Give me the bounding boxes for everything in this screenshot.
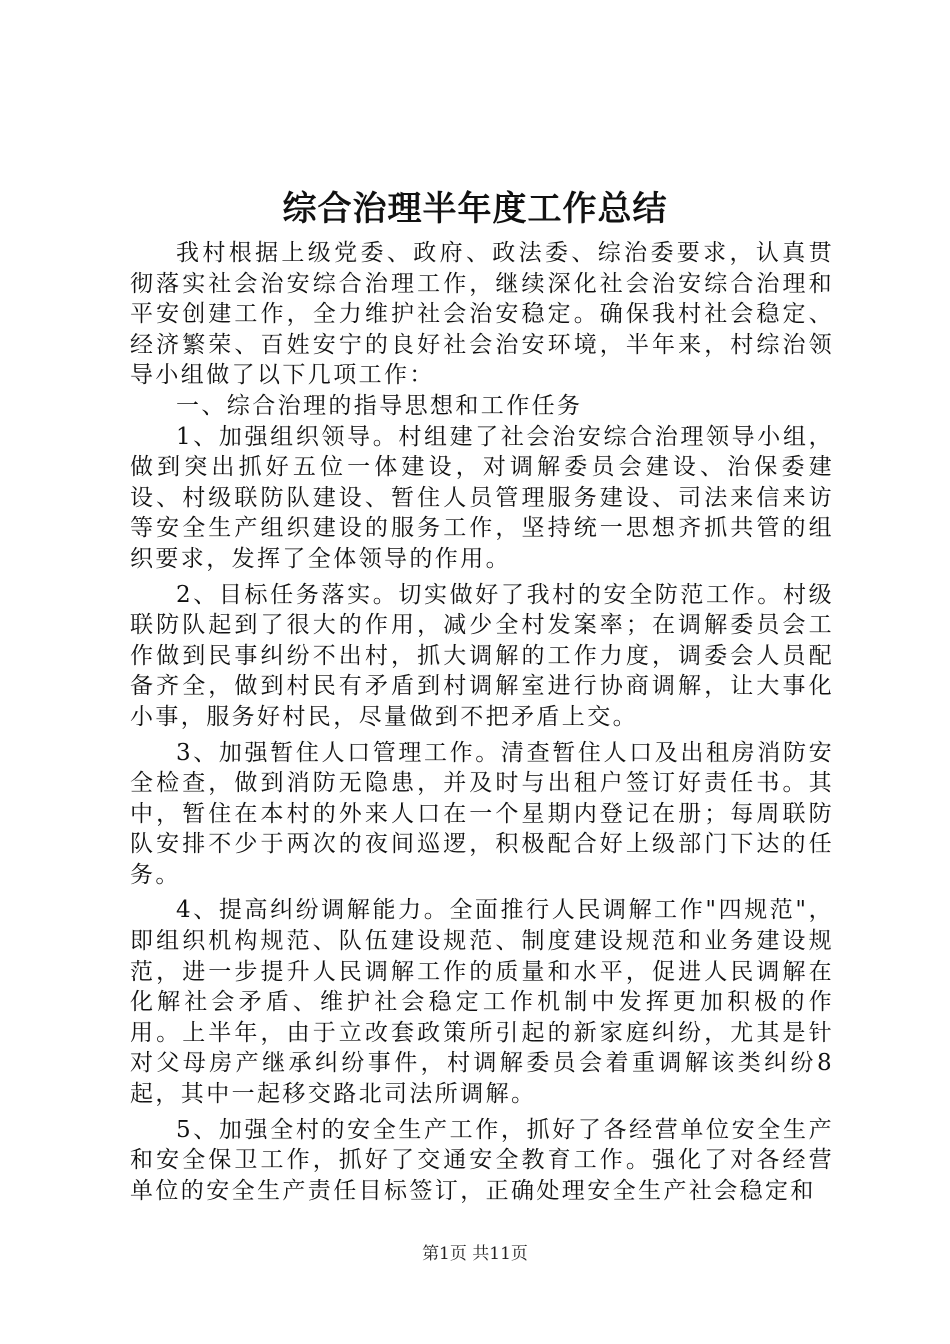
- body-paragraph-1: 1、加强组织领导。村组建了社会治安综合治理领导小组，做到突出抓好五位一体建设，对调解委员会建设、治保委建设、村级联防队建设、暂住人员管理服务建设、司法来信来访等安全生产组织建设的服务工作，坚持统一思想齐抓共管的组织要求，发挥了全体领导的作用。: [130, 423, 834, 572]
- body-paragraph-3: 3、加强暂住人口管理工作。清查暂住人口及出租房消防安全检查，做到消防无隐患，并及时与出租户签订好责任书。其中，暂住在本村的外来人口在一个星期内登记在册；每周联防队安排不少于两次的夜间巡逻，积极配合好上级部门下达的任务。: [130, 739, 834, 888]
- body-paragraph-5: 5、加强全村的安全生产工作，抓好了各经营单位安全生产和安全保卫工作，抓好了交通安全教育工作。强化了对各经营单位的安全生产责任目标签订，正确处理安全生产社会稳定和: [130, 1116, 834, 1204]
- section-heading: 一、综合治理的指导思想和工作任务: [176, 392, 583, 419]
- body-paragraph-4: 4、提高纠纷调解能力。全面推行人民调解工作"四规范"，即组织机构规范、队伍建设规范、制度建设规范和业务建设规范，进一步提升人民调解工作的质量和水平，促进人民调解在化解社会矛盾、维护社会稳定工作机制中发挥更加积极的作用。上半年，由于立改套政策所引起的新家庭纠纷，尤其是针对父母房产继承纠纷事件，村调解委员会着重调解该类纠纷8起，其中一起移交路北司法所调解。: [130, 897, 834, 1108]
- page-footer: 第1页 共11页: [422, 1244, 528, 1264]
- document-body: [130, 238, 834, 1206]
- intro-paragraph: 我村根据上级党委、政府、政法委、综治委要求，认真贯彻落实社会治安综合治理工作，继续深化社会治安综合治理和平安创建工作，全力维护社会治安稳定。确保我村社会稳定、经济繁荣、百姓安宁的良好社会治安环境，半年来，村综治领导小组做了以下几项工作：: [130, 240, 834, 389]
- body-paragraph-2: 2、目标任务落实。切实做好了我村的安全防范工作。村级联防队起到了很大的作用，减少全村发案率；在调解委员会工作做到民事纠纷不出村，抓大调解的工作力度，调委会人员配备齐全，做到村民有矛盾到村调解室进行协商调解，让大事化小事，服务好村民，尽量做到不把矛盾上交。: [130, 581, 834, 730]
- document-title: 综合治理半年度工作总结: [282, 189, 668, 229]
